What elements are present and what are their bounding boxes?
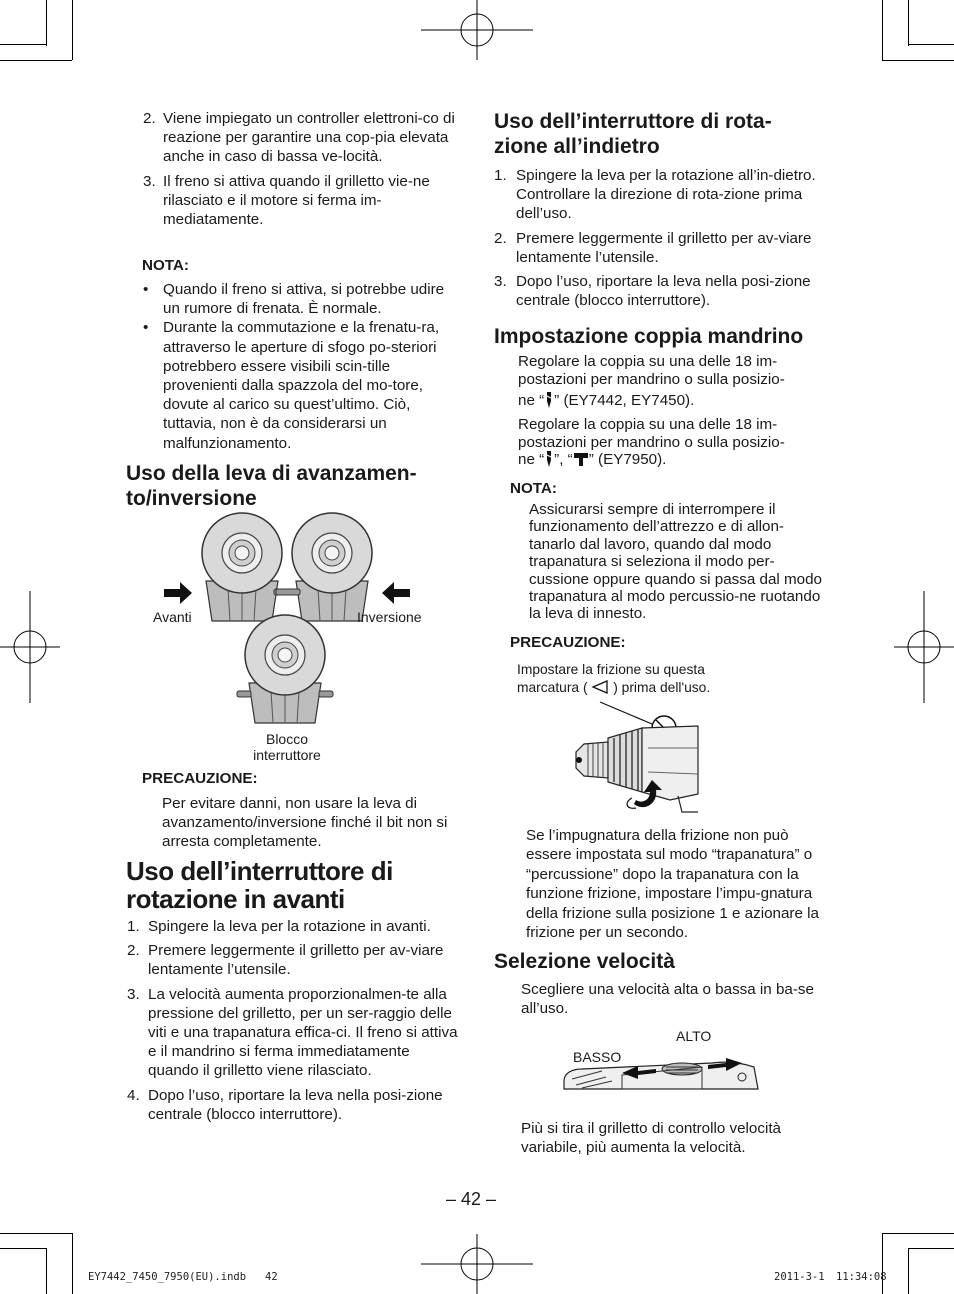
item-text: Dopo l’uso, riportare la leva nella posi-zione centrale (blocco interruttore).	[148, 1086, 443, 1123]
clutch-text: Se l’impugnatura della frizione non può essere impostata sul modo “trapanatura” o “percussione” dopo la trapanatura con la funzione frizione, impostare l’impu-gnatura della frizione sulla posizione 1 e azionare la frizione per un secondo.	[526, 827, 819, 942]
brake-list	[143, 109, 461, 229]
item-text: Premere leggermente il grilletto per av-viare lentamente l’utensile.	[516, 229, 812, 266]
footer-time: 11:34:08	[836, 1271, 887, 1283]
hammer-mode-icon	[573, 452, 589, 466]
torque-heading: Impostazione coppia mandrino	[494, 325, 804, 348]
tool-forward	[202, 513, 298, 621]
triangle-mark-icon	[591, 680, 609, 694]
lever-heading: Uso della leva di avanzamen- to/inversione	[126, 462, 417, 510]
fig-label-avanti: Avanti	[153, 609, 192, 625]
reverse-heading: Uso dell’interruttore di rota- zione all’indietro	[494, 110, 772, 158]
arrow-left-icon	[382, 582, 410, 604]
list-item	[143, 109, 461, 167]
item-number: 3.	[143, 172, 156, 190]
fig-label-blocco: Blocco interruttore	[253, 731, 321, 763]
item-text: Quando il freno si attiva, si potrebbe udire un rumore di frenata. È normale.	[163, 281, 445, 318]
speed-heading: Selezione velocità	[494, 950, 675, 973]
drill-mode-icon	[544, 451, 554, 467]
clutch-drill-figure	[570, 708, 710, 828]
page-number: – 42 –	[446, 1189, 497, 1209]
arrow-right-icon	[164, 582, 192, 604]
clutch-fig-caption: Impostare la frizione su questa marcatura ( ) prima dell'uso.	[517, 662, 711, 695]
tool-lock	[237, 615, 333, 723]
nota-label-right: NOTA:	[510, 480, 557, 497]
list-item: 2. Premere leggermente il grilletto per av-viare lentamente l’utensile.	[127, 942, 444, 979]
torque-paragraph-1: Regolare la coppia su una delle 18 im- postazioni per mandrino o sulla posizio- ne “ ” (EY7442, EY7450).	[518, 353, 785, 409]
precauzione-label: PRECAUZIONE:	[142, 770, 258, 787]
nota-label: NOTA:	[142, 257, 189, 274]
item-text: Viene impiegato un controller elettroni-co di reazione per garantire una cop-pia elevata anche in caso di bassa ve-locità.	[163, 110, 455, 166]
item-number: 2.	[143, 110, 156, 127]
list-item: 2. Premere leggermente il grilletto per av-viare lentamente l’utensile.	[494, 229, 812, 266]
speed-text: Scegliere una velocità alta o bassa in ba-se all’uso.	[521, 981, 814, 1018]
reverse-list	[494, 166, 824, 310]
item-text: Il freno si attiva quando il grilletto vie-ne rilasciato e il motore si ferma im-mediatamente.	[163, 172, 430, 229]
list-item: • Durante la commutazione e la frenatu-ra, attraverso le aperture di sfogo po-steriori potrebbero essere visibili scin-tille provenienti dalla spazzola del mo-tore, dovute al carico su quest’ultimo. Ciò, tuttavia, non è da considerarsi un malfunzionamento.	[143, 319, 440, 452]
torque-paragraph-2: Regolare la coppia su una delle 18 im- postazioni per mandrino o sulla posizio- ne “ ”, “ ” (EY7950).	[518, 416, 785, 468]
list-item: 1. Spingere la leva per la rotazione in avanti.	[127, 918, 431, 935]
item-text: La velocità aumenta proporzionalmen-te alla pressione del grilletto, per un ser-raggio delle viti e una trapanatura effica-ci. Il freno si attiva e il mandrino si ferma immediatamente quando il grilletto viene rilasciato.	[148, 985, 458, 1080]
tool-reverse	[276, 513, 372, 621]
nota-text-right: Assicurarsi sempre di interrompere il funzionamento dell’attrezzo e di allon-tanarlo dal lavoro, quando dal modo trapanatura si seleziona il modo per-cussione oppure quando si passa dal modo trapanatura al modo percussio-ne ruotando la leva di innesto.	[529, 501, 822, 623]
fig-label-alto: ALTO	[676, 1028, 712, 1044]
nota-bullets	[143, 280, 461, 453]
speed-selector-figure	[562, 1055, 762, 1095]
list-item: • Quando il freno si attiva, si potrebbe udire un rumore di frenata. È normale.	[143, 281, 445, 318]
fig-label-inversione: Inversione	[357, 609, 422, 625]
item-text: Spingere la leva per la rotazione in avanti.	[148, 918, 431, 935]
footer-date: 2011-3-1	[774, 1271, 825, 1283]
forward-heading: Uso dell’interruttore di rotazione in avanti	[126, 856, 393, 914]
precauzione-label-right: PRECAUZIONE:	[510, 634, 626, 651]
lever-figure	[148, 515, 438, 760]
fig-label-basso: BASSO	[573, 1049, 622, 1065]
list-item	[143, 172, 461, 230]
list-item: 4. Dopo l’uso, riportare la leva nella posi-zione centrale (blocco interruttore).	[127, 1086, 443, 1123]
drill-mode-icon	[544, 392, 554, 408]
footer-file: EY7442_7450_7950(EU).indb 42	[88, 1271, 278, 1283]
item-text: Durante la commutazione e la frenatu-ra, attraverso le aperture di sfogo po-steriori potrebbero essere visibili scin-tille provenienti dalla spazzola del mo-tore, dovute al carico su quest’ultimo. Ciò, tuttavia, non è da considerarsi un malfunzionamento.	[163, 319, 440, 452]
speed-text-2: Più si tira il grilletto di controllo velocità variabile, più aumenta la velocità.	[521, 1120, 781, 1157]
list-item: 1. Spingere la leva per la rotazione all’in-dietro. Controllare la direzione di rota-zione prima dell’uso.	[494, 167, 816, 223]
item-text: Spingere la leva per la rotazione all’in-dietro. Controllare la direzione di rota-zione prima dell’uso.	[516, 167, 816, 223]
list-item: 3. Dopo l’uso, riportare la leva nella posi-zione centrale (blocco interruttore).	[494, 273, 811, 310]
list-item: 3. La velocità aumenta proporzionalmen-te alla pressione del grilletto, per un ser-raggio delle viti e una trapanatura effica-ci. Il freno si attiva e il mandrino si ferma immediatamente quando il grilletto viene rilasciato.	[127, 985, 458, 1080]
precauzione-text: Per evitare danni, non usare la leva di avanzamento/inversione finché il bit non si arresta completamente.	[162, 795, 448, 851]
forward-list	[127, 917, 463, 1124]
item-text: Premere leggermente il grilletto per av-viare lentamente l’utensile.	[148, 942, 444, 979]
item-text: Dopo l’uso, riportare la leva nella posi-zione centrale (blocco interruttore).	[516, 273, 811, 310]
